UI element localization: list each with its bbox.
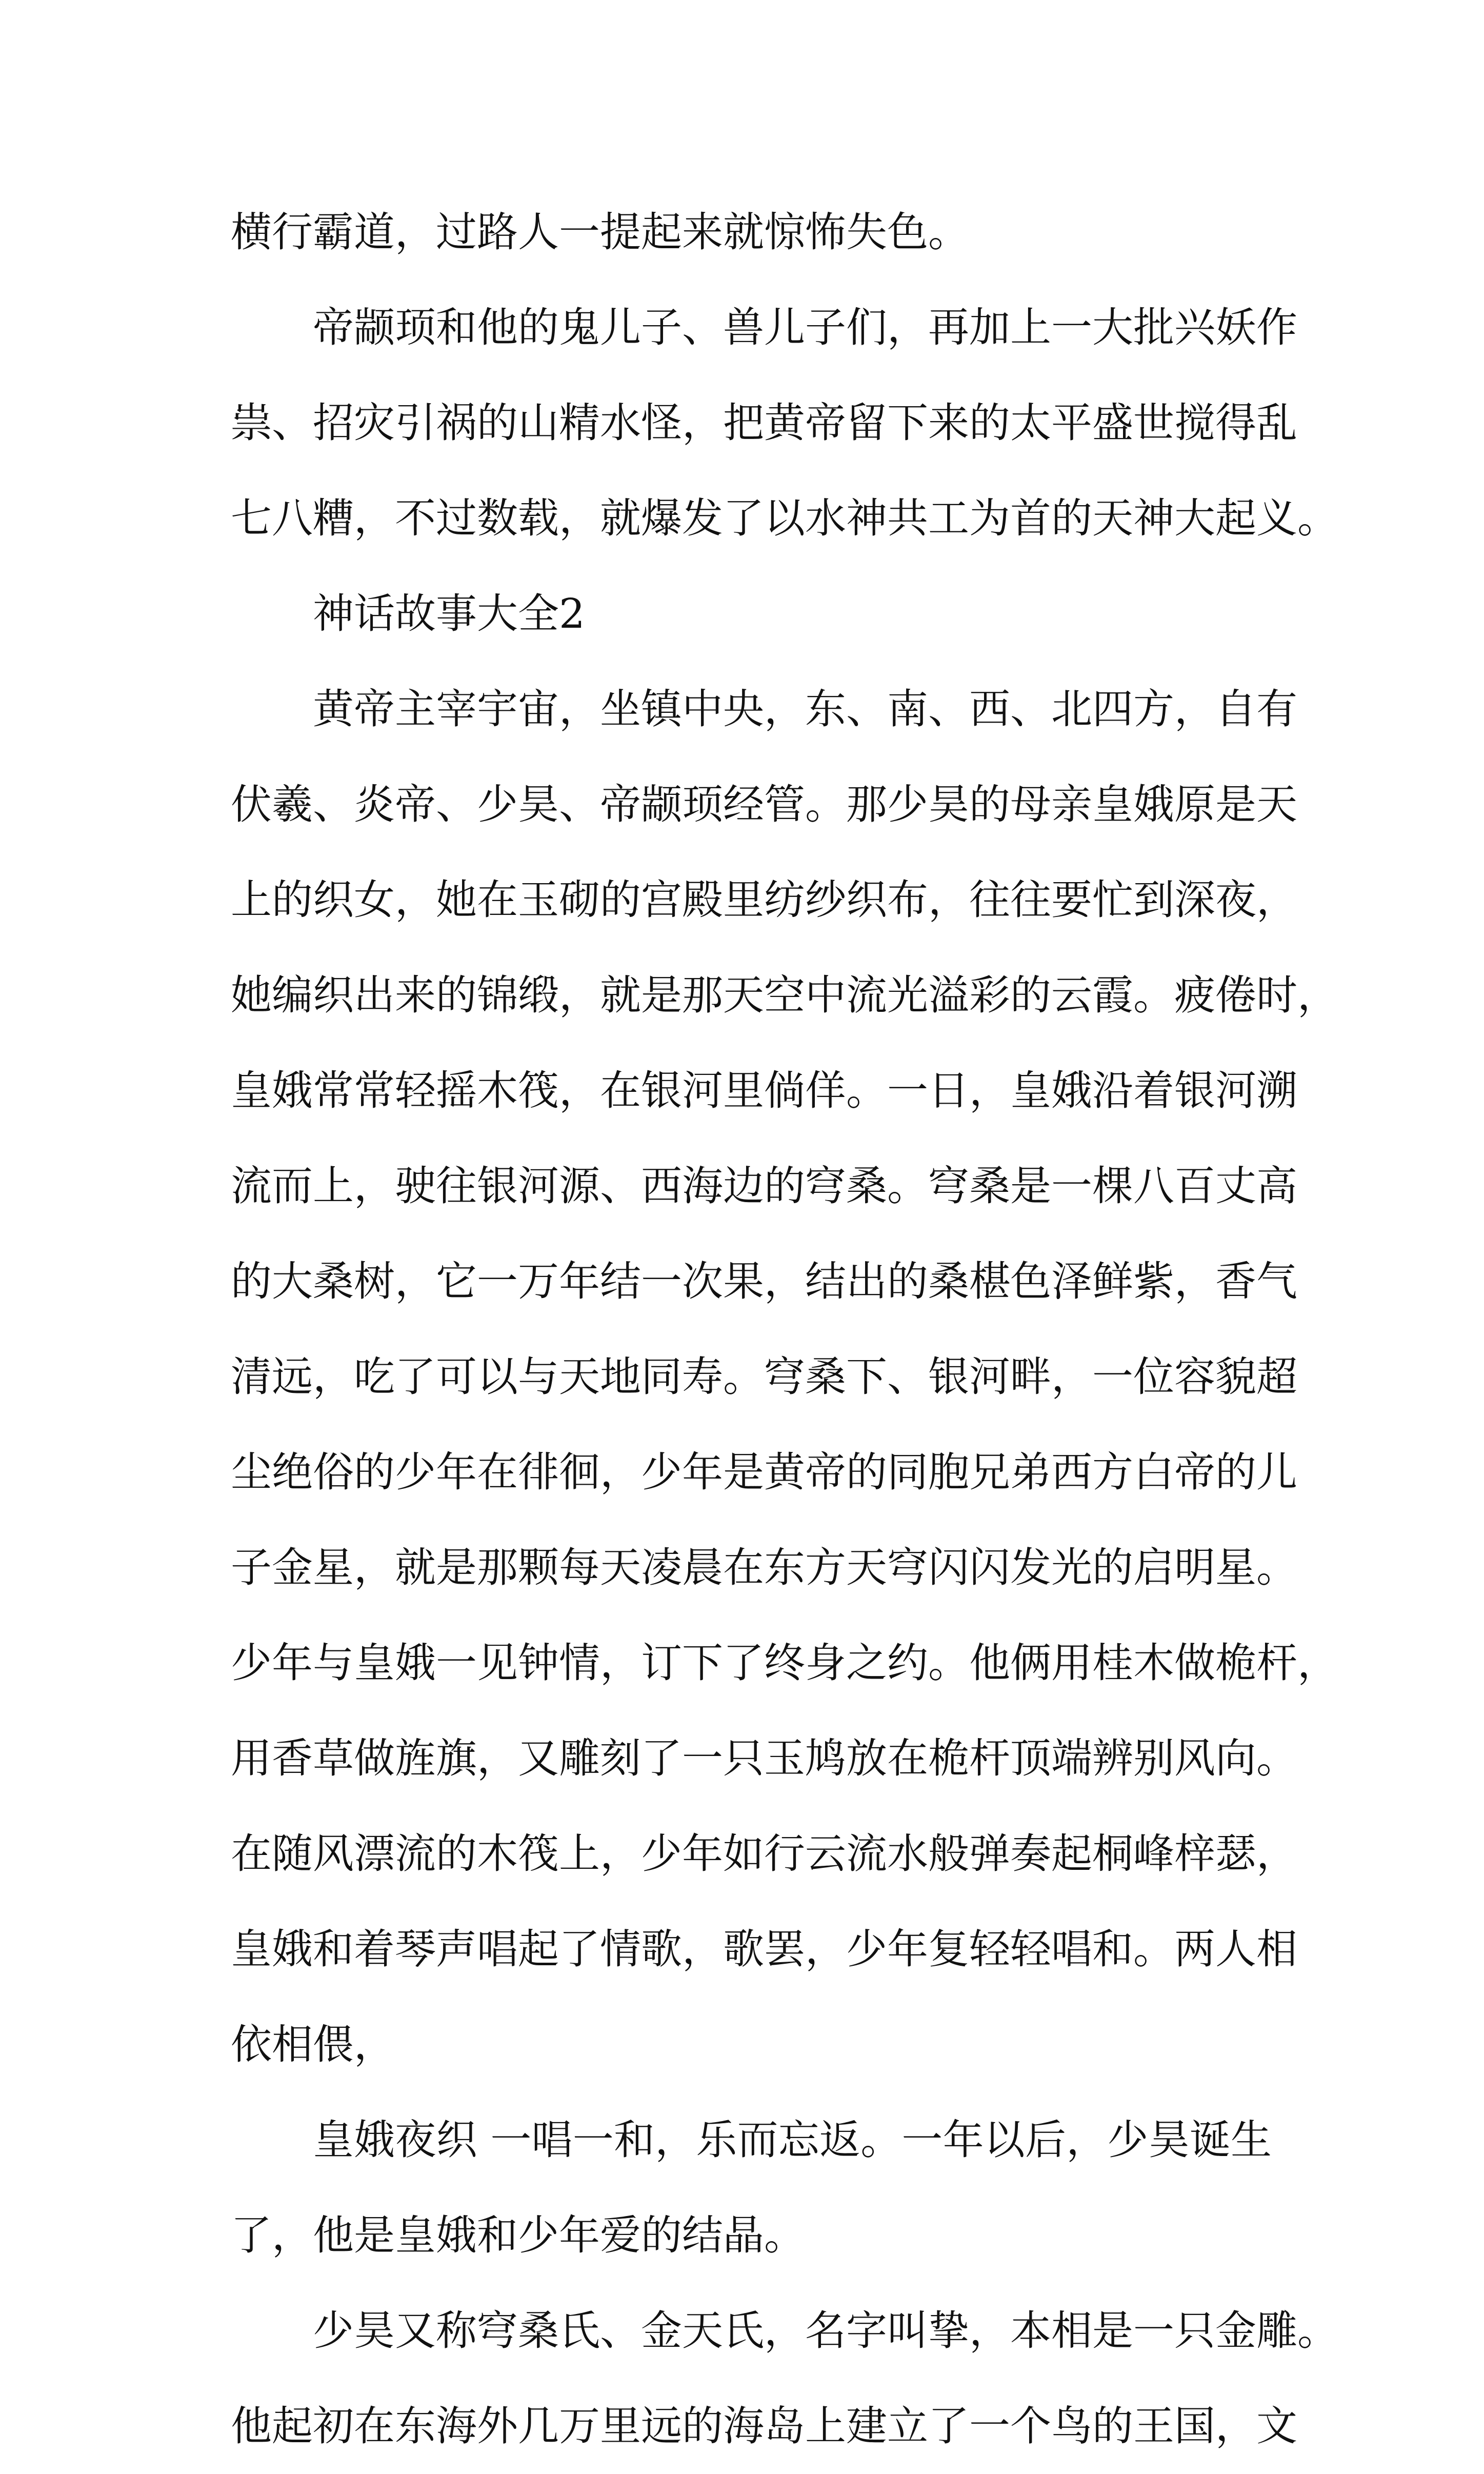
text-line: 子金星，就是那颗每天凌晨在东方天穹闪闪发光的启明星。	[231, 1544, 1297, 1591]
text-line: 祟、招灾引祸的山精水怪，把黄帝留下来的太平盛世搅得乱	[231, 399, 1297, 447]
text-line: 在随风漂流的木筏上，少年如行云流水般弹奏起桐峰梓瑟，	[231, 1830, 1297, 1878]
text-line: 皇娥常常轻摇木筏，在银河里倘佯。一日，皇娥沿着银河溯	[231, 1067, 1297, 1114]
text-line: 伏羲、炎帝、少昊、帝颛顼经管。那少昊的母亲皇娥原是天	[231, 781, 1297, 828]
section-heading: 神话故事大全2	[313, 590, 585, 637]
text-line: 他起初在东海外几万里远的海岛上建立了一个鸟的王国，文	[231, 2402, 1297, 2450]
text-line: 她编织出来的锦缎，就是那天空中流光溢彩的云霞。疲倦时，	[231, 971, 1338, 1019]
text-line: 上的织女，她在玉砌的宫殿里纺纱织布，往往要忙到深夜，	[231, 876, 1297, 924]
text-line: 用香草做旌旗，又雕刻了一只玉鸠放在桅杆顶端辨别风向。	[231, 1734, 1297, 1782]
text-line: 尘绝俗的少年在徘徊，少年是黄帝的同胞兄弟西方白帝的儿	[231, 1448, 1297, 1496]
text-line: 帝颛顼和他的鬼儿子、兽儿子们，再加上一大批兴妖作	[313, 304, 1297, 351]
text-line: 横行霸道，过路人一提起来就惊怖失色。	[231, 208, 969, 256]
text-line: 皇娥和着琴声唱起了情歌，歌罢，少年复轻轻唱和。两人相	[231, 1925, 1297, 1973]
body-text	[231, 185, 1338, 2474]
text-line: 七八糟，不过数载，就爆发了以水神共工为首的天神大起义。	[231, 494, 1338, 542]
text-line: 黄帝主宰宇宙，坐镇中央，东、南、西、北四方，自有	[313, 685, 1297, 733]
text-line: 少年与皇娥一见钟情，订下了终身之约。他俩用桂木做桅杆，	[231, 1639, 1338, 1687]
text-line: 清远，吃了可以与天地同寿。穹桑下、银河畔，一位容貌超	[231, 1353, 1297, 1401]
text-line: 依相偎，	[231, 2021, 395, 2068]
text-line: 了，他是皇娥和少年爱的结晶。	[231, 2211, 805, 2259]
text-line: 少昊又称穹桑氏、金天氏，名字叫挚，本相是一只金雕。	[313, 2307, 1338, 2355]
text-line: 皇娥夜织 一唱一和，乐而忘返。一年以后，少昊诞生	[313, 2116, 1272, 2164]
text-line: 流而上，驶往银河源、西海边的穹桑。穹桑是一棵八百丈高	[231, 1162, 1297, 1210]
text-line: 的大桑树，它一万年结一次果，结出的桑椹色泽鲜紫，香气	[231, 1258, 1297, 1305]
